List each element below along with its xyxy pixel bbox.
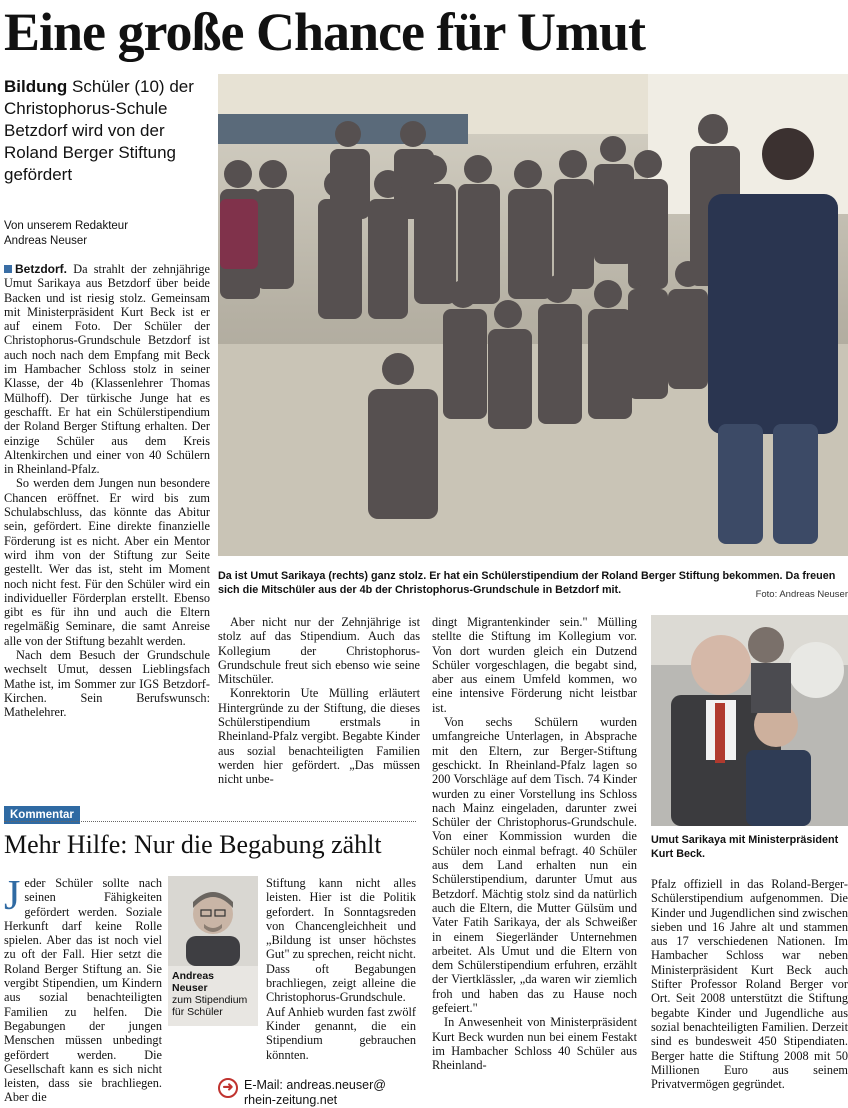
- photo-caption: Da ist Umut Sarikaya (rechts) ganz stolz. Er hat ein Schülerstipendium der Roland Berger Stiftung bekommen. Da freuen sich die Mitschüler aus der 4b der Christophorus-Grundschule in Betzdorf mit.: [218, 570, 836, 596]
- commentary-headline: Mehr Hilfe: Nur die Begabung zählt: [4, 830, 382, 859]
- article-paragraph: Nach dem Besuch der Grundschule wechselt Umut, dessen Lieblingsfach Mathe ist, im Sommer zur IGS Betzdorf-Kirchen. Sein Berufswunsch: Mathelehrer.: [4, 648, 210, 720]
- author-box: [168, 876, 258, 1026]
- article-paragraph: Von sechs Schülern wurden umfangreiche Unterlagen, in Absprache mit den Eltern, zur Berger-Stiftung geschickt. In Rheinland-Pfalz lagen so 200 Vorschläge auf dem Tisch. 74 Kinder wurden zu einer Vorstellung ins Schloss nach Mainz eingeladen, darunter zwei Schüler der Christophorus-Grundschule. Von einer Kommission wurden die Schüler noch einmal befragt. 40 Schüler aus dem Land erhalten nun ein Schülerstipendium, darunter Umut aus Betzdorf. Mächtig stolz sind da natürlich auch die Eltern, die Mutter Gülsüm und Vater Fatih Sarikaya, der als Schweißer in einem Siegerländer Unternehmen arbeitet. Als Umut und die Eltern von dem Schülerstipendium erfuhren, erzählt der Viertklässler, „da waren wir ziemlich froh und haben das zu Hause noch gefeiert.": [432, 715, 637, 1016]
- headline: Eine große Chance für Umut: [4, 2, 646, 62]
- article-paragraph: Aber nicht nur der Zehnjährige ist stolz auf das Stipendium. Auch das Kollegium der Christophorus-Grundschule freut sich ebenso wie seine Mitschüler.: [218, 615, 420, 687]
- class-photo-image: [218, 74, 848, 556]
- article-column-1: [4, 262, 210, 720]
- teaser: [4, 76, 210, 186]
- dropcap: J: [4, 873, 21, 919]
- commentary-divider: [4, 821, 416, 822]
- commentary-text: eder Schüler sollte nach seinen Fähigkeiten gefördert werden. Soziale Herkunft darf keine Rolle spielen. Aber das ist noch viel zu oft der Fall. Hier setzt die Roland Berger Stiftung an. Sie vergibt Stipendien, um Kindern aus sozial benachteiligten Familien zu helfen. Die Begabungen der jungen Menschen müssen unbedingt gefördert werden. Die Gesellschaft kann es sich nicht leisten, dass sie brachliegen. Aber die: [4, 876, 162, 1105]
- beck-photo: [651, 615, 848, 826]
- article-column-3: [432, 615, 637, 1073]
- byline: [4, 219, 210, 249]
- article-paragraph: Konrektorin Ute Mülling erläutert Hintergründe zu der Stiftung, die dieses Schülerstipendium erstmals in Rheinland-Pfalz vergibt. Begabte Kinder aus sozial benachteiligten Familien werden hier gefördert. „Das müssen nicht unbe-: [218, 686, 420, 787]
- author-info: [168, 966, 258, 1022]
- email-link[interactable]: [218, 1078, 418, 1108]
- article-column-2: [218, 615, 420, 787]
- author-name: Neuser: [172, 982, 208, 994]
- beck-photo-caption: Umut Sarikaya mit Ministerpräsident Kurt Beck.: [651, 834, 839, 860]
- byline-line2: Andreas Neuser: [4, 235, 88, 247]
- commentary-column-1: [4, 873, 162, 1105]
- class-photo: [218, 74, 848, 556]
- article-paragraph: Betzdorf. Da strahlt der zehnjährige Umut Sarikaya aus Betzdorf über beide Backen und ist riesig stolz. Gemeinsam mit Ministerpräsident Kurt Beck ist er auf einem Foto. Der Schüler der Christophorus-Grundschule Betzdorf ist auch noch nach dem Empfang mit Beck im Hambacher Schloss stolz in seiner Klasse, der 4b (Klassenlehrer Thomas Mülhoff). Der türkische Junge hat es geschafft. Er hat ein Schülerstipendium der Roland Berger Stiftung erhalten. Der einzige Schüler aus dem Kreis Altenkirchen und einer von 40 Schülern in Rheinland-Pfalz.: [4, 262, 210, 477]
- article-paragraph: In Anwesenheit von Ministerpräsident Kurt Beck wurden nun bei einem Festakt im Hambacher Schloss 40 Schüler aus Rheinland-: [432, 1015, 637, 1073]
- beck-photo-image: [651, 615, 848, 826]
- article-paragraph: Pfalz offiziell in das Roland-Berger-Schülerstipendium aufgenommen. Die Kinder und Jugendlichen sind zwischen sieben und 16 Jahre alt und stammen aus 17 verschiedenen Nationen. Im Hambacher Schloss war neben Ministerpräsident Kurt Beck auch Stifter Professor Roland Berger vor Ort. Seit 2008 unterstützt die Stiftung begabte Kinder und Jugendliche aus sozial benachteiligten Familien. Derzeit sind es bundesweit 450 Stipendiaten. Berger hatte die Stiftung 2008 mit 50 Millionen Euro aus seinem Privatvermögen gegründet.: [651, 877, 848, 1092]
- teaser-kicker: Bildung: [4, 77, 68, 96]
- article-paragraph: dingt Migrantenkinder sein." Mülling stellte die Stiftung im Kollegium vor. Von dort wurden gleich ein Dutzend Schüler vorgeschlagen, die begabt sind, aber aus einem Umfeld kommen, wo eine intensive Förderung nicht leistbar ist.: [432, 615, 637, 715]
- email-label: E-Mail: andreas.neuser@: [244, 1078, 386, 1092]
- author-portrait: [168, 876, 258, 966]
- commentary-text: Stiftung kann nicht alles leisten. Hier ist die Politik gefordert. In Sonntagsreden von Chancengleichheit und „Bildung ist unser höchstes Gut" zu sprechen, reicht nicht. Dass oft Begabungen brachliegen, zeigt alleine die Christophorus-Grundschule. Auf Anhieb wurden fast zwölf Kinder genannt, die ein Stipendium gebrauchen könnten.: [266, 876, 416, 1062]
- arrow-right-icon: ➜: [218, 1078, 238, 1098]
- teaser-text: Schüler (10) der Christophorus-Schule Betzdorf wird von der Roland Berger Stiftung gefördert: [4, 77, 194, 184]
- article-paragraph: So werden dem Jungen nun besondere Chancen eröffnet. Er wird bis zum Schulabschluss, das könnte das Abitur sein, gefördert. Eine direkte finanzielle Förderung ist es nicht. Aber ein Mentor wird ihm von der Stiftung zur Seite gestellt. Wer das ist, steht im Moment noch nicht fest. Für den Schüler wird ein individueller Förderplan erstellt. Ebenso gibt es für ihn und auch die Eltern regelmäßig Seminare, die samt Anreise alle von der Stiftung bezahlt werden.: [4, 476, 210, 648]
- commentary-badge: Kommentar: [4, 806, 80, 824]
- dateline: Betzdorf.: [15, 262, 67, 276]
- author-name: Andreas: [172, 970, 215, 982]
- byline-line1: Von unserem Redakteur: [4, 220, 129, 232]
- article-column-4: [651, 877, 848, 1091]
- author-role: zum Stipendium für Schüler: [172, 994, 248, 1018]
- bullet-square-icon: [4, 265, 12, 273]
- photo-credit: Foto: Andreas Neuser: [755, 589, 848, 600]
- commentary-column-2: [266, 876, 416, 1062]
- email-domain: rhein-zeitung.net: [244, 1093, 338, 1107]
